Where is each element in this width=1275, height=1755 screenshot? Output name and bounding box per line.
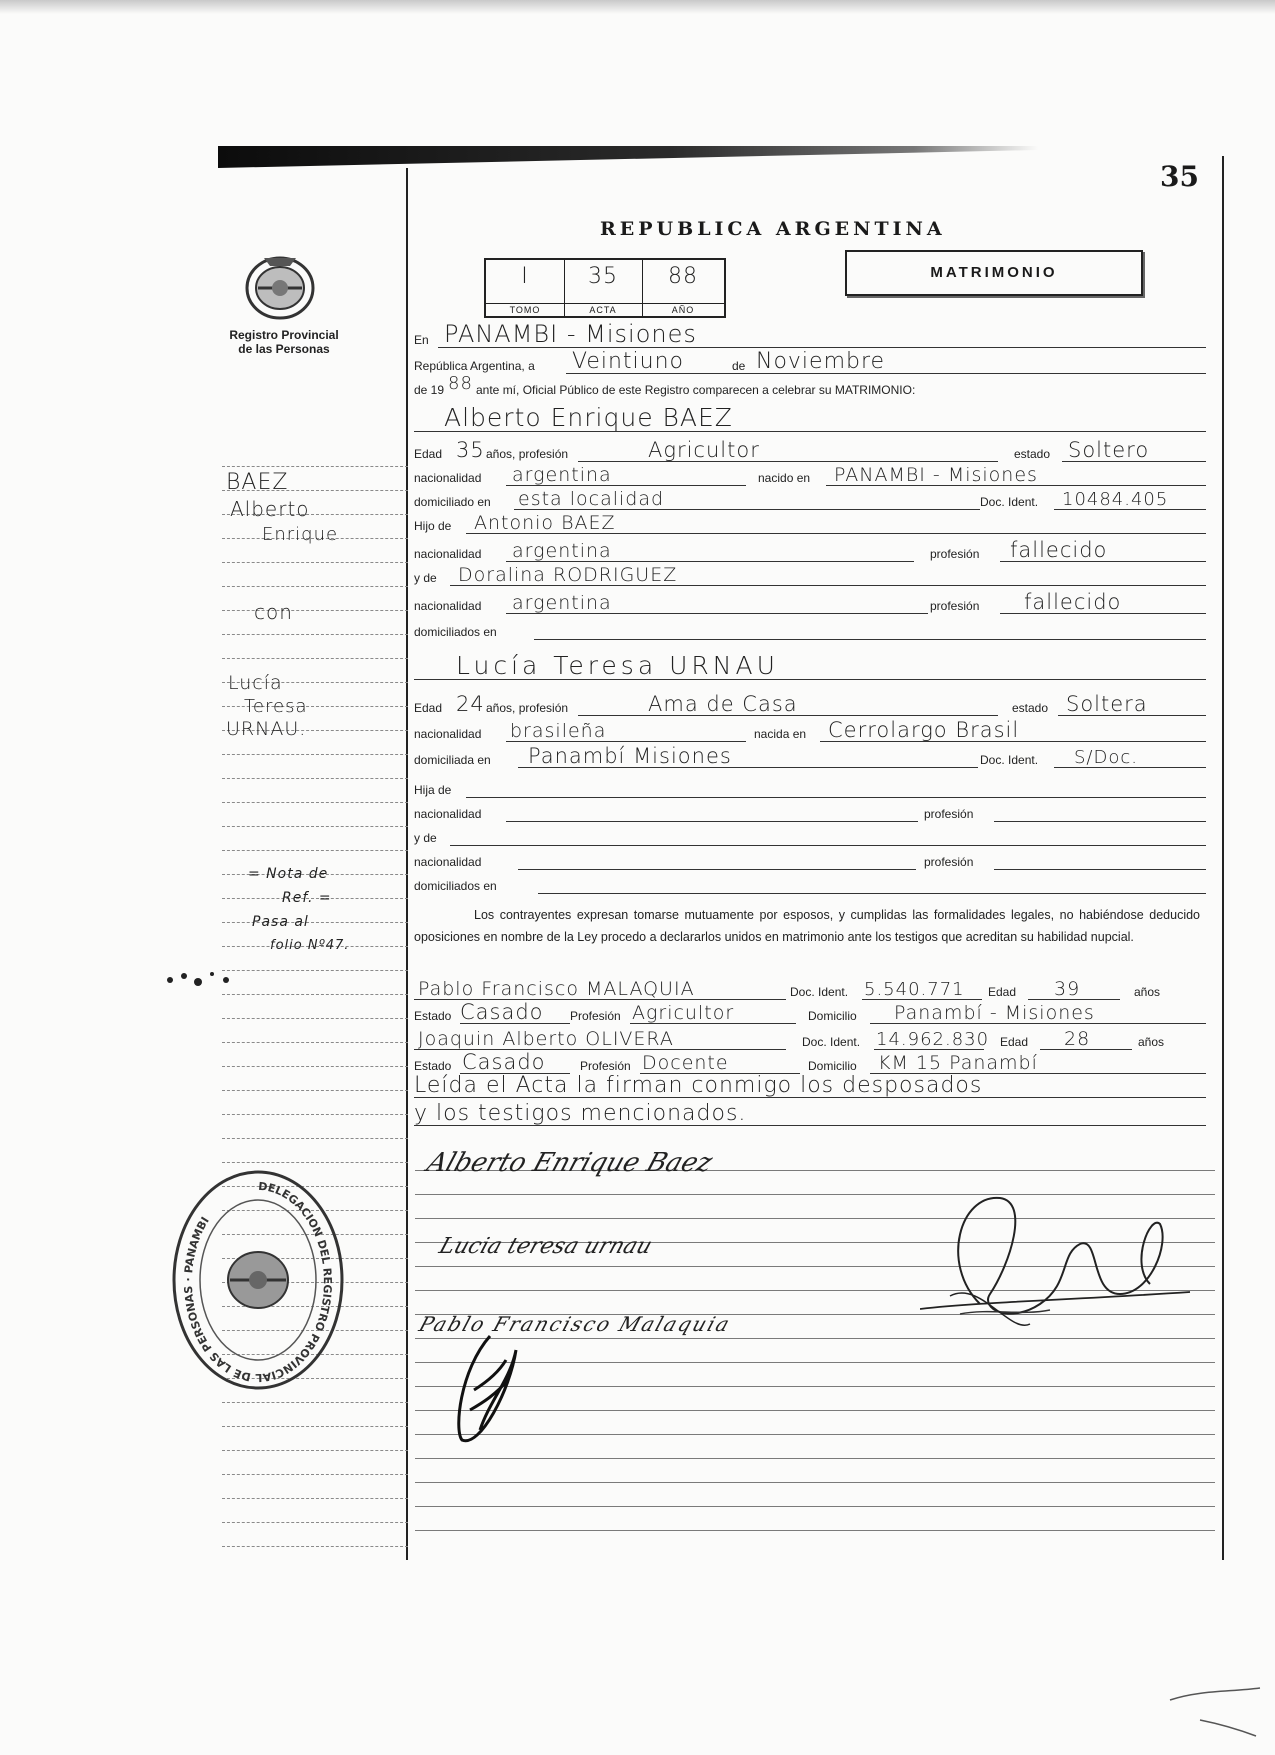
bride-doc: S/Doc. bbox=[1074, 747, 1138, 768]
official-signature-icon bbox=[920, 1184, 1200, 1354]
country-title: REPUBLICA ARGENTINA bbox=[600, 218, 946, 240]
row-bride-domiciliados: domiciliados en bbox=[414, 872, 1206, 896]
madre-nacionalidad: argentina bbox=[512, 592, 612, 614]
row-groom-nac: nacionalidad argentina nacido en PANAMBI - Misiones bbox=[414, 464, 1206, 488]
declaration-text: Los contrayentes expresan tomarse mutuamente por esposos, y cumplidas las formalidades legales, no habiéndose deducido oposiciones en nombre de la Ley procedo a declararlos unidos en matrimonio ante los testigos que acreditan su habilidad nupcial. bbox=[414, 908, 1200, 944]
bride-profesion: Ama de Casa bbox=[648, 692, 798, 716]
margin-rule-line bbox=[222, 970, 408, 972]
row-bride-dom: domiciliada en Panambí Misiones Doc. Ident. S/Doc. bbox=[414, 746, 1206, 770]
row-domiciliados: domiciliados en bbox=[414, 618, 1206, 642]
witness2-name: Joaquin Alberto OLIVERA bbox=[418, 1028, 674, 1050]
signature-rule-line bbox=[415, 1530, 1215, 1531]
margin-note-ref4: folio Nº47. bbox=[270, 938, 350, 953]
witness1-doc: 5.540.771 bbox=[864, 979, 965, 1000]
bride-nacionalidad: brasileña bbox=[510, 720, 607, 742]
margin-rule-line bbox=[222, 586, 408, 588]
padre-profesion: fallecido bbox=[1010, 538, 1108, 562]
stray-marks-icon bbox=[162, 966, 242, 994]
row-bride-padre-nac: nacionalidad profesión bbox=[414, 800, 1206, 824]
acta-label: ACTA bbox=[564, 303, 642, 315]
index-box bbox=[484, 258, 726, 318]
padre-nacionalidad: argentina bbox=[512, 540, 612, 562]
signature-rule-line bbox=[415, 1458, 1215, 1459]
madre-profesion: fallecido bbox=[1024, 590, 1122, 614]
row-bride-madre-nac: nacionalidad profesión bbox=[414, 848, 1206, 872]
margin-rule-line bbox=[222, 1090, 408, 1092]
row-bride-madre: y de bbox=[414, 824, 1206, 848]
margin-rule-line bbox=[222, 1018, 408, 1020]
margin-note-name1: Alberto bbox=[230, 497, 310, 521]
margin-note-name2: Enrique bbox=[262, 524, 339, 545]
margin-rule-line bbox=[222, 1066, 408, 1068]
row-madre-nac: nacionalidad argentina profesión fallecido bbox=[414, 592, 1206, 616]
margin-note-surname: BAEZ bbox=[226, 470, 289, 495]
corner-marks-icon bbox=[1160, 1680, 1270, 1740]
margin-rule-line bbox=[222, 1402, 408, 1404]
scan-shadow bbox=[0, 0, 1275, 14]
row-padre: Hijo de Antonio BAEZ bbox=[414, 512, 1206, 536]
closing-line-2: y los testigos mencionados. bbox=[414, 1101, 747, 1126]
bride-domicilio: Panambí Misiones bbox=[528, 744, 732, 768]
bride-edad: 24 bbox=[456, 692, 485, 716]
witness-scribble-icon bbox=[450, 1330, 530, 1450]
groom-estado: Soltero bbox=[1068, 438, 1150, 462]
margin-rule-line bbox=[222, 826, 408, 828]
witness2-domicilio: KM 15 Panambí bbox=[878, 1052, 1038, 1074]
registry-name: Registro Provincial de las Personas bbox=[229, 328, 339, 356]
tomo-label: TOMO bbox=[486, 303, 564, 315]
tomo-cell bbox=[486, 260, 565, 316]
groom-name: Alberto Enrique BAEZ bbox=[444, 403, 733, 432]
margin-rule-line bbox=[222, 922, 408, 924]
margin-rule-line bbox=[222, 658, 408, 660]
row-anio: de 19 88 ante mí, Oficial Público de este Registro comparecen a celebrar su MATRIMONIO: bbox=[414, 373, 916, 397]
registry-emblem-icon bbox=[244, 252, 316, 324]
groom-nacionalidad: argentina bbox=[512, 464, 612, 486]
margin-rule-line bbox=[222, 1042, 408, 1044]
row-bride-nac: nacionalidad brasileña nacida en Cerrolargo Brasil bbox=[414, 720, 1206, 744]
margin-rule-line bbox=[222, 754, 408, 756]
margin-note-bride1: Lucía bbox=[228, 672, 283, 694]
margin-note-ref1: = Nota de bbox=[248, 866, 329, 882]
anio-value: 88 bbox=[668, 264, 698, 289]
page-number: 35 bbox=[1160, 160, 1199, 193]
signature-rule-line bbox=[415, 1362, 1215, 1363]
anio-cell bbox=[642, 260, 724, 316]
signature-bride: Lucia teresa urnau bbox=[435, 1234, 656, 1259]
witness2-doc: 14.962.830 bbox=[876, 1029, 990, 1050]
witness1-profesion: Agricultor bbox=[632, 1002, 735, 1024]
margin-rule-line bbox=[222, 1138, 408, 1140]
bride-nacida-en: Cerrolargo Brasil bbox=[828, 718, 1020, 742]
margin-rule-line bbox=[222, 778, 408, 780]
margin-rule-line bbox=[222, 994, 408, 996]
margin-note-con: con bbox=[254, 600, 293, 624]
lugar-value: PANAMBI - Misiones bbox=[444, 320, 697, 348]
dia-value: Veintiuno bbox=[572, 349, 685, 374]
witness1-name: Pablo Francisco MALAQUIA bbox=[418, 978, 695, 1000]
row-madre: y de Doralina RODRIGUEZ bbox=[414, 564, 1206, 588]
bride-estado: Soltera bbox=[1066, 692, 1148, 716]
row-hija-de: Hija de bbox=[414, 776, 1206, 800]
row-bride-edad: Edad 24 años, profesión Ama de Casa estado Soltera bbox=[414, 694, 1206, 718]
margin-rule-line bbox=[222, 1522, 408, 1524]
acta-cell bbox=[564, 260, 643, 316]
groom-domicilio: esta localidad bbox=[518, 488, 665, 510]
margin-rule-line bbox=[222, 1450, 408, 1452]
signature-rule-line bbox=[415, 1386, 1215, 1387]
margin-rule-line bbox=[222, 1162, 408, 1164]
margin-note-ref3: Pasa al bbox=[252, 914, 309, 930]
right-border bbox=[1222, 156, 1224, 1560]
margin-note-bride3: URNAU. bbox=[226, 718, 307, 740]
official-seal-icon bbox=[170, 1168, 346, 1392]
witness2-edad: 28 bbox=[1064, 1028, 1091, 1050]
row-witness1-b: Estado Casado Profesión Agricultor Domicilio Panambí - Misiones bbox=[414, 1002, 1206, 1026]
witness1-estado: Casado bbox=[460, 1000, 544, 1024]
groom-profesion: Agricultor bbox=[648, 438, 760, 462]
page-top-bar bbox=[218, 146, 1038, 168]
margin-note-ref2: Ref. = bbox=[282, 890, 332, 906]
margin-rule-line bbox=[222, 1474, 408, 1476]
margin-rule-line bbox=[222, 466, 408, 468]
groom-nacido-en: PANAMBI - Misiones bbox=[834, 464, 1038, 486]
signature-rule-line bbox=[415, 1410, 1215, 1411]
signature-rule-line bbox=[415, 1434, 1215, 1435]
row-fecha: República Argentina, a Veintiuno de Noviembre bbox=[414, 352, 1206, 376]
margin-rule-line bbox=[222, 610, 408, 612]
closing-line-1: Leída el Acta la firman conmigo los desposados bbox=[414, 1073, 983, 1098]
anio-label: AÑO bbox=[642, 303, 724, 315]
signature-groom: Alberto Enrique Baez bbox=[423, 1148, 716, 1178]
signature-witness: Pablo Francisco Malaquia bbox=[416, 1312, 735, 1336]
row-witness2: Joaquin Alberto OLIVERA Doc. Ident. 14.962.830 Edad 28 años bbox=[414, 1028, 1206, 1052]
margin-rule-line bbox=[222, 1498, 408, 1500]
margin-rule-line bbox=[222, 634, 408, 636]
witness1-domicilio: Panambí - Misiones bbox=[894, 1002, 1095, 1024]
margin-rule-line bbox=[222, 1546, 408, 1548]
groom-edad: 35 bbox=[456, 438, 485, 462]
margin-rule-line bbox=[222, 802, 408, 804]
margin-rule-line bbox=[222, 1114, 408, 1116]
acta-value: 35 bbox=[588, 264, 618, 289]
row-bride-name bbox=[414, 650, 1206, 682]
signature-rule-line bbox=[415, 1482, 1215, 1483]
witness2-profesion: Docente bbox=[642, 1052, 729, 1074]
row-witness2-b: Estado Casado Profesión Docente Domicilio KM 15 Panambí bbox=[414, 1052, 1206, 1076]
anio-value-text: 88 bbox=[448, 373, 473, 394]
row-groom-dom: domiciliado en esta localidad Doc. Ident. 10484.405 bbox=[414, 488, 1206, 512]
doc-type-box: MATRIMONIO bbox=[845, 250, 1143, 296]
row-padre-nac: nacionalidad argentina profesión fallecido bbox=[414, 540, 1206, 564]
row-groom-name bbox=[414, 404, 1206, 434]
margin-divider bbox=[406, 168, 408, 1560]
witness2-estado: Casado bbox=[462, 1050, 546, 1074]
signature-rule-line bbox=[415, 1506, 1215, 1507]
row-closing2 bbox=[414, 1101, 1206, 1128]
mes-value: Noviembre bbox=[756, 349, 886, 374]
margin-rule-line bbox=[222, 850, 408, 852]
seal-text: DELEGACION DEL REGISTRO PROVINCIAL DE LAS PERSONAS · PANAMBI bbox=[181, 1179, 334, 1385]
row-groom-edad: Edad 35 años, profesión Agricultor estado Soltero bbox=[414, 440, 1206, 464]
row-closing1 bbox=[414, 1073, 1206, 1100]
madre-name: Doralina RODRIGUEZ bbox=[458, 564, 678, 586]
row-witness1: Pablo Francisco MALAQUIA Doc. Ident. 5.540.771 Edad 39 años bbox=[414, 978, 1206, 1002]
margin-rule-line bbox=[222, 1426, 408, 1428]
witness1-edad: 39 bbox=[1054, 978, 1081, 1000]
groom-doc: 10484.405 bbox=[1062, 489, 1169, 510]
padre-name: Antonio BAEZ bbox=[474, 512, 616, 534]
margin-rule-line bbox=[222, 562, 408, 564]
row-lugar: En PANAMBI - Misiones bbox=[414, 326, 1206, 350]
margin-note-bride2: Teresa bbox=[244, 696, 308, 717]
tomo-value: I bbox=[521, 264, 529, 289]
bride-name: Lucía Teresa URNAU bbox=[456, 651, 779, 680]
